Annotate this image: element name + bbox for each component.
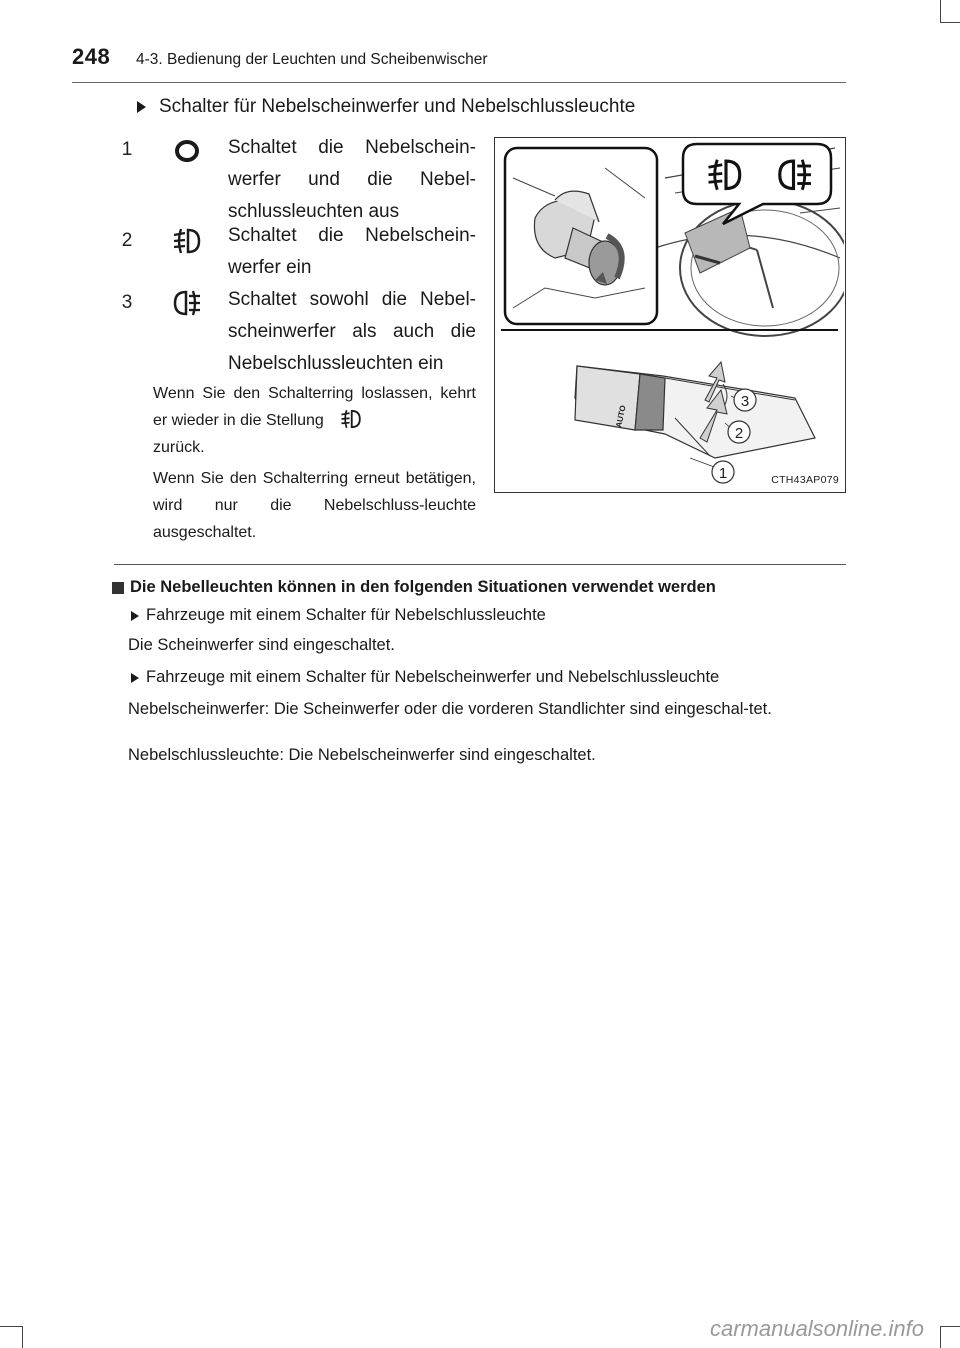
item-number-3: 3 [121,292,133,313]
item-text-2: Schaltet die Nebelschein-werfer ein [228,225,476,278]
triangle-bullet-icon [131,673,139,683]
callout-1: 1 [718,465,728,482]
square-bullet-icon [112,582,124,594]
figure-code: CTH43AP079 [771,474,839,486]
condition-1-body: Die Scheinwerfer sind eingeschaltet. [128,636,395,654]
crop-mark [22,1326,23,1348]
off-ring-icon [168,136,206,166]
page-number: 248 [72,44,111,69]
header-rule [72,82,846,83]
item-number-2: 2 [121,230,133,251]
condition-2-body-rear: Nebelschlussleuchte: Die Nebelscheinwerfer sind eingeschaltet. [128,746,596,764]
crop-mark [0,1326,22,1327]
item-number-1: 1 [121,139,133,160]
condition-1-text: Fahrzeuge mit einem Schalter für Nebelschlussleuchte [146,606,546,624]
crop-mark [940,1326,941,1348]
release-note-text: Wenn Sie den Schalterring loslassen, kehrt er wieder in die Stellung [153,385,476,429]
front-fog-icon [168,226,206,256]
triangle-bullet-icon [131,611,139,621]
usage-heading [112,578,716,597]
chapter-title: 4-3. Bedienung der Leuchten und Scheibenwischer [136,51,488,68]
front-fog-icon [336,408,366,430]
switch-illustration [494,137,846,493]
usage-heading-text: Die Nebelleuchten können in den folgenden Situationen verwendet werden [130,578,716,596]
callout-2: 2 [734,425,744,442]
crop-mark [940,0,941,22]
condition-1 [131,606,546,625]
rear-fog-icon [168,288,206,318]
switch-subheading-text: Schalter für Nebelscheinwerfer und Nebelschlussleuchte [159,96,636,117]
watermark: carmanualsonline.info [709,1316,924,1341]
lever-auto-label: AUTO [614,404,628,429]
illustration-graphic [495,138,844,491]
crop-mark [940,22,960,23]
item-text-1: Schaltet die Nebelschein-werfer und die Nebel-schlussleuchten aus [228,137,476,222]
repeat-note: Wenn Sie den Schalterring erneut betätigen, wird nur die Nebelschluss-leuchte ausgeschaltet. [153,470,476,541]
condition-2 [131,668,719,687]
condition-2-text: Fahrzeuge mit einem Schalter für Nebelscheinwerfer und Nebelschlussleuchte [146,668,720,686]
release-note [153,380,476,461]
triangle-bullet-icon [137,101,146,113]
section-divider [114,564,846,565]
release-note-end: zurück. [153,439,205,456]
item-text-3: Schaltet sowohl die Nebel-scheinwerfer als auch die Nebelschlussleuchten ein [228,289,476,374]
crop-mark [940,1326,960,1327]
switch-subheading [137,96,635,118]
condition-2-body-front: Nebelscheinwerfer: Die Scheinwerfer oder die vorderen Standlichter sind eingeschal-tet. [128,700,772,718]
callout-3: 3 [740,393,750,410]
